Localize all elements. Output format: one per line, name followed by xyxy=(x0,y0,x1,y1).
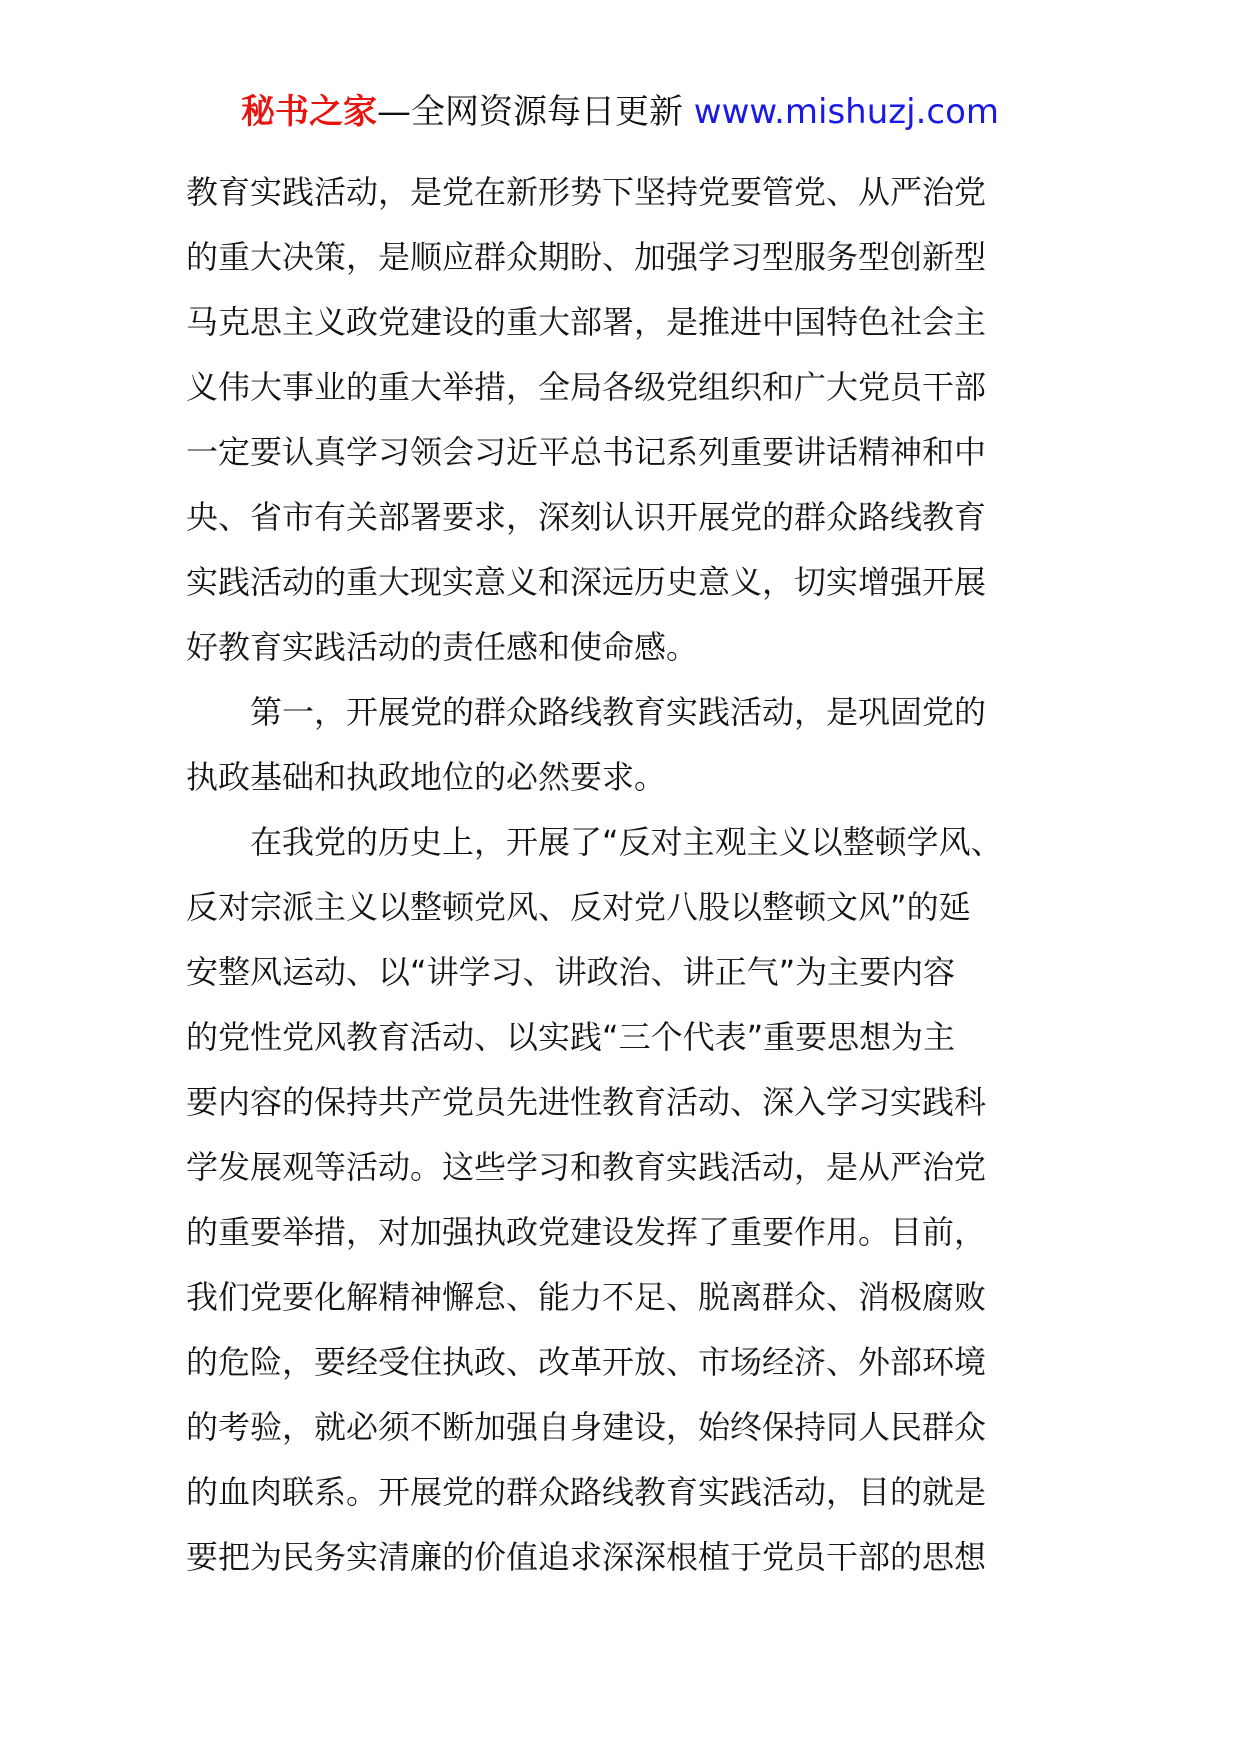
text-line: 的考验，就必须不断加强自身建设，始终保持同人民群众 xyxy=(186,1408,987,1446)
text-line: 要内容的保持共产党员先进性教育活动、深入学习实践科 xyxy=(186,1083,987,1121)
text-line: 义伟大事业的重大举措，全局各级党组织和广大党员干部 xyxy=(186,368,987,406)
text-line: 第一，开展党的群众路线教育实践活动，是巩固党的 xyxy=(186,693,987,731)
text-line: 学发展观等活动。这些学习和教育实践活动，是从严治党 xyxy=(186,1148,987,1186)
brand-name: 秘书之家 xyxy=(240,92,377,132)
text-line: 的危险，要经受住执政、改革开放、市场经济、外部环境 xyxy=(186,1343,987,1381)
text-line: 我们党要化解精神懈怠、能力不足、脱离群众、消极腐败 xyxy=(186,1278,987,1316)
text-line: 在我党的历史上，开展了“反对主观主义以整顿学风、 xyxy=(186,823,1003,861)
text-line: 一定要认真学习领会习近平总书记系列重要讲话精神和中 xyxy=(186,433,987,471)
site-header xyxy=(0,88,1240,136)
text-line: 执政基础和执政地位的必然要求。 xyxy=(186,758,667,796)
text-line: 央、省市有关部署要求，深刻认识开展党的群众路线教育 xyxy=(186,498,987,536)
text-line: 反对宗派主义以整顿党风、反对党八股以整顿文风”的延 xyxy=(186,888,971,926)
text-line: 要把为民务实清廉的价值追求深深根植于党员干部的思想 xyxy=(186,1538,987,1576)
text-line: 教育实践活动，是党在新形势下坚持党要管党、从严治党 xyxy=(186,173,987,211)
document-body xyxy=(186,160,1052,1590)
text-line: 安整风运动、以“讲学习、讲政治、讲正气”为主要内容 xyxy=(186,953,956,991)
text-line: 的重要举措，对加强执政党建设发挥了重要作用。目前， xyxy=(186,1213,987,1251)
text-line: 好教育实践活动的责任感和使命感。 xyxy=(186,628,699,666)
site-url-link[interactable]: www.mishuzj.com xyxy=(693,92,999,132)
header-tagline: —全网资源每日更新 xyxy=(376,92,683,132)
text-line: 的重大决策，是顺应群众期盼、加强学习型服务型创新型 xyxy=(186,238,987,276)
text-line: 的血肉联系。开展党的群众路线教育实践活动，目的就是 xyxy=(186,1473,987,1511)
text-line: 马克思主义政党建设的重大部署，是推进中国特色社会主 xyxy=(186,303,987,341)
text-line: 的党性党风教育活动、以实践“三个代表”重要思想为主 xyxy=(186,1018,956,1056)
text-line: 实践活动的重大现实意义和深远历史意义，切实增强开展 xyxy=(186,563,987,601)
